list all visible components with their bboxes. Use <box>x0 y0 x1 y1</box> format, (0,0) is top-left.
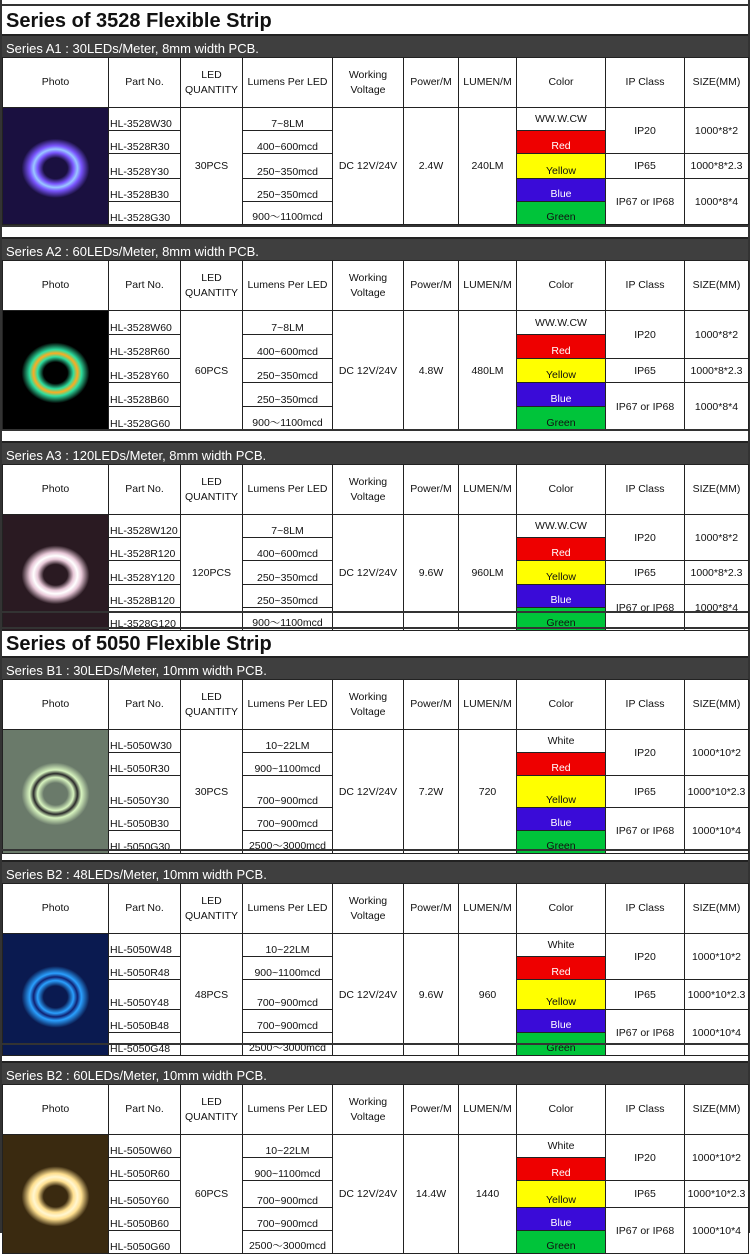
lumens-value: 700~900mcd <box>243 980 333 1010</box>
size-mm: 1000*10*2 <box>685 1135 749 1181</box>
lumens-value: 700~900mcd <box>243 776 333 808</box>
lumens-value: 700~900mcd <box>243 1208 333 1231</box>
part-number: HL-3528W120 <box>109 515 181 538</box>
lumen-per-meter: 960 <box>459 934 517 1056</box>
led-quantity: 48PCS <box>181 934 243 1056</box>
section-a2 <box>2 237 748 431</box>
lumens-value: 10~22LM <box>243 1135 333 1158</box>
size-mm: 1000*10*4 <box>685 1010 749 1056</box>
lumens-value: 10~22LM <box>243 730 333 753</box>
header-lumen-m: LUMEN/M <box>459 58 517 108</box>
lumens-value: 250~350mcd <box>243 154 333 179</box>
header-working-voltage: Working Voltage <box>333 680 404 730</box>
color-blue-cell: Blue <box>517 585 606 608</box>
section-heading: Series A2 : 60LEDs/Meter, 8mm width PCB. <box>2 237 748 260</box>
color-white-cell: White <box>517 1135 606 1158</box>
color-blue-cell: Blue <box>517 1208 606 1231</box>
table-row <box>3 108 749 131</box>
color-yellow-cell: Yellow <box>517 154 606 179</box>
section-a1 <box>2 34 748 225</box>
header-working-voltage: Working Voltage <box>333 884 404 934</box>
part-number: HL-5050G30 <box>109 831 181 854</box>
color-white-cell: WW.W.CW <box>517 108 606 131</box>
part-number: HL-5050R30 <box>109 753 181 776</box>
ip-class: IP20 <box>606 515 685 561</box>
header-ip-class: IP Class <box>606 465 685 515</box>
ip-class: IP20 <box>606 730 685 776</box>
part-number: HL-3528Y120 <box>109 561 181 585</box>
color-green-cell: Green <box>517 202 606 225</box>
header-ip-class: IP Class <box>606 884 685 934</box>
table-row <box>3 1135 749 1158</box>
color-blue-cell: Blue <box>517 1010 606 1033</box>
ip-class: IP20 <box>606 934 685 980</box>
header-ip-class: IP Class <box>606 680 685 730</box>
color-blue-cell: Blue <box>517 179 606 202</box>
lumen-per-meter: 720 <box>459 730 517 854</box>
led-quantity: 30PCS <box>181 730 243 854</box>
part-number: HL-3528W30 <box>109 108 181 131</box>
header-lumens-per-led: Lumens Per LED <box>243 1085 333 1135</box>
header-color: Color <box>517 680 606 730</box>
section-gap <box>2 429 748 441</box>
color-white-cell: WW.W.CW <box>517 515 606 538</box>
header-color: Color <box>517 884 606 934</box>
lumen-per-meter: 240LM <box>459 108 517 225</box>
ip-class: IP67 or IP68 <box>606 1208 685 1254</box>
lumens-value: 700~900mcd <box>243 1181 333 1208</box>
ip-class: IP67 or IP68 <box>606 808 685 854</box>
header-part-no: Part No. <box>109 261 181 311</box>
lumens-value: 250~350mcd <box>243 561 333 585</box>
part-number: HL-5050W30 <box>109 730 181 753</box>
part-number: HL-3528B60 <box>109 383 181 407</box>
size-mm: 1000*10*4 <box>685 1208 749 1254</box>
lumens-value: 7~8LM <box>243 108 333 131</box>
color-white-cell: White <box>517 730 606 753</box>
header-power-m: Power/M <box>404 1085 459 1135</box>
section-heading: Series B2 : 48LEDs/Meter, 10mm width PCB. <box>2 860 748 883</box>
color-green-cell: Green <box>517 1033 606 1056</box>
spec-table <box>2 679 749 854</box>
header-led-quantity: LED QUANTITY <box>181 465 243 515</box>
section-b2-48 <box>2 860 748 1056</box>
header-power-m: Power/M <box>404 680 459 730</box>
led-strip-image <box>3 108 108 224</box>
lumens-value: 250~350mcd <box>243 383 333 407</box>
power-per-meter: 14.4W <box>404 1135 459 1254</box>
lumens-value: 700~900mcd <box>243 808 333 831</box>
color-green-cell: Green <box>517 608 606 631</box>
color-green-cell: Green <box>517 407 606 431</box>
header-size: SIZE(MM) <box>685 1085 749 1135</box>
product-photo <box>3 730 109 854</box>
header-photo: Photo <box>3 58 109 108</box>
header-row <box>3 58 749 108</box>
part-number: HL-3528Y60 <box>109 359 181 383</box>
color-white-cell: White <box>517 934 606 957</box>
part-number: HL-5050Y60 <box>109 1181 181 1208</box>
lumens-value: 250~350mcd <box>243 359 333 383</box>
spec-table <box>2 260 749 431</box>
header-power-m: Power/M <box>404 58 459 108</box>
ip-class: IP65 <box>606 561 685 585</box>
section-a3 <box>2 441 748 631</box>
ip-class: IP20 <box>606 108 685 154</box>
part-number: HL-5050W48 <box>109 934 181 957</box>
header-lumens-per-led: Lumens Per LED <box>243 465 333 515</box>
section-heading: Series A1 : 30LEDs/Meter, 8mm width PCB. <box>2 34 748 57</box>
color-yellow-cell: Yellow <box>517 1181 606 1208</box>
size-mm: 1000*8*2.3 <box>685 359 749 383</box>
section-gap <box>2 1043 748 1061</box>
working-voltage: DC 12V/24V <box>333 934 404 1056</box>
part-number: HL-3528B30 <box>109 179 181 202</box>
header-row <box>3 261 749 311</box>
part-number: HL-5050R48 <box>109 957 181 980</box>
size-mm: 1000*8*2.3 <box>685 154 749 179</box>
header-photo: Photo <box>3 261 109 311</box>
lumens-value: 2500～3000mcd <box>243 831 333 854</box>
spec-table <box>2 57 749 225</box>
header-working-voltage: Working Voltage <box>333 1085 404 1135</box>
lumens-value: 7~8LM <box>243 311 333 335</box>
lumens-value: 900~1100mcd <box>243 1158 333 1181</box>
product-photo <box>3 934 109 1056</box>
color-blue-cell: Blue <box>517 808 606 831</box>
header-part-no: Part No. <box>109 1085 181 1135</box>
table-row <box>3 515 749 538</box>
ip-class: IP65 <box>606 1181 685 1208</box>
header-working-voltage: Working Voltage <box>333 58 404 108</box>
part-number: HL-3528G120 <box>109 608 181 631</box>
power-per-meter: 4.8W <box>404 311 459 431</box>
header-ip-class: IP Class <box>606 1085 685 1135</box>
part-number: HL-5050G60 <box>109 1231 181 1254</box>
power-per-meter: 2.4W <box>404 108 459 225</box>
lumens-value: 400~600mcd <box>243 335 333 359</box>
led-quantity: 60PCS <box>181 1135 243 1254</box>
part-number: HL-5050W60 <box>109 1135 181 1158</box>
spec-table <box>2 883 749 1056</box>
color-yellow-cell: Yellow <box>517 359 606 383</box>
section-gap <box>2 611 748 627</box>
part-number: HL-3528R60 <box>109 335 181 359</box>
color-yellow-cell: Yellow <box>517 776 606 808</box>
header-color: Color <box>517 58 606 108</box>
led-quantity: 60PCS <box>181 311 243 431</box>
header-part-no: Part No. <box>109 465 181 515</box>
table-row <box>3 311 749 335</box>
color-yellow-cell: Yellow <box>517 980 606 1010</box>
working-voltage: DC 12V/24V <box>333 515 404 631</box>
ip-class: IP65 <box>606 359 685 383</box>
table-row <box>3 730 749 753</box>
working-voltage: DC 12V/24V <box>333 730 404 854</box>
part-number: HL-3528G30 <box>109 202 181 225</box>
color-red-cell: Red <box>517 753 606 776</box>
header-power-m: Power/M <box>404 261 459 311</box>
ip-class: IP65 <box>606 776 685 808</box>
header-led-quantity: LED QUANTITY <box>181 884 243 934</box>
lumen-per-meter: 480LM <box>459 311 517 431</box>
header-photo: Photo <box>3 1085 109 1135</box>
working-voltage: DC 12V/24V <box>333 311 404 431</box>
size-mm: 1000*10*4 <box>685 808 749 854</box>
power-per-meter: 9.6W <box>404 515 459 631</box>
header-lumen-m: LUMEN/M <box>459 465 517 515</box>
section-heading: Series A3 : 120LEDs/Meter, 8mm width PCB. <box>2 441 748 464</box>
table-row <box>3 934 749 957</box>
product-photo <box>3 108 109 225</box>
size-mm: 1000*10*2 <box>685 934 749 980</box>
header-size: SIZE(MM) <box>685 58 749 108</box>
lumen-per-meter: 960LM <box>459 515 517 631</box>
led-strip-image <box>3 730 108 853</box>
size-mm: 1000*10*2.3 <box>685 776 749 808</box>
header-row <box>3 884 749 934</box>
lumens-value: 400~600mcd <box>243 131 333 154</box>
spec-table <box>2 464 749 631</box>
product-photo <box>3 1135 109 1254</box>
led-quantity: 30PCS <box>181 108 243 225</box>
part-number: HL-5050Y30 <box>109 776 181 808</box>
spec-table <box>2 1084 749 1254</box>
header-part-no: Part No. <box>109 680 181 730</box>
part-number: HL-5050B48 <box>109 1010 181 1033</box>
color-blue-cell: Blue <box>517 383 606 407</box>
lumens-value: 2500～3000mcd <box>243 1033 333 1056</box>
part-number: HL-3528R30 <box>109 131 181 154</box>
size-mm: 1000*10*2.3 <box>685 1181 749 1208</box>
header-lumens-per-led: Lumens Per LED <box>243 680 333 730</box>
power-per-meter: 7.2W <box>404 730 459 854</box>
section-heading: Series B1 : 30LEDs/Meter, 10mm width PCB. <box>2 656 748 679</box>
ip-class: IP20 <box>606 1135 685 1181</box>
header-led-quantity: LED QUANTITY <box>181 58 243 108</box>
group-title-5050: Series of 5050 Flexible Strip <box>2 627 748 659</box>
lumens-value: 250~350mcd <box>243 179 333 202</box>
lumens-value: 400~600mcd <box>243 538 333 561</box>
product-photo <box>3 311 109 431</box>
header-row <box>3 1085 749 1135</box>
size-mm: 1000*10*2.3 <box>685 980 749 1010</box>
header-lumen-m: LUMEN/M <box>459 261 517 311</box>
group-title-3528: Series of 3528 Flexible Strip <box>2 4 748 36</box>
header-led-quantity: LED QUANTITY <box>181 261 243 311</box>
header-photo: Photo <box>3 680 109 730</box>
section-b1 <box>2 656 748 854</box>
header-row <box>3 465 749 515</box>
lumens-value: 7~8LM <box>243 515 333 538</box>
header-ip-class: IP Class <box>606 58 685 108</box>
part-number: HL-5050Y48 <box>109 980 181 1010</box>
header-row <box>3 680 749 730</box>
size-mm: 1000*8*2.3 <box>685 561 749 585</box>
lumens-value: 2500～3000mcd <box>243 1231 333 1254</box>
size-mm: 1000*8*4 <box>685 179 749 225</box>
header-lumen-m: LUMEN/M <box>459 680 517 730</box>
header-photo: Photo <box>3 884 109 934</box>
color-red-cell: Red <box>517 131 606 154</box>
header-part-no: Part No. <box>109 58 181 108</box>
header-color: Color <box>517 1085 606 1135</box>
led-strip-image <box>3 311 108 430</box>
power-per-meter: 9.6W <box>404 934 459 1056</box>
lumens-value: 250~350mcd <box>243 585 333 608</box>
part-number: HL-3528G60 <box>109 407 181 431</box>
color-white-cell: WW.W.CW <box>517 311 606 335</box>
header-power-m: Power/M <box>404 884 459 934</box>
header-lumen-m: LUMEN/M <box>459 884 517 934</box>
lumens-value: 900~1100mcd <box>243 957 333 980</box>
header-color: Color <box>517 465 606 515</box>
section-heading: Series B2 : 60LEDs/Meter, 10mm width PCB. <box>2 1061 748 1084</box>
lumens-value: 700~900mcd <box>243 1010 333 1033</box>
part-number: HL-5050R60 <box>109 1158 181 1181</box>
size-mm: 1000*8*2 <box>685 108 749 154</box>
lumens-value: 10~22LM <box>243 934 333 957</box>
led-strip-image <box>3 934 108 1055</box>
ip-class: IP67 or IP68 <box>606 585 685 631</box>
color-yellow-cell: Yellow <box>517 561 606 585</box>
header-led-quantity: LED QUANTITY <box>181 1085 243 1135</box>
part-number: HL-5050B30 <box>109 808 181 831</box>
led-strip-image <box>3 1135 108 1253</box>
header-ip-class: IP Class <box>606 261 685 311</box>
part-number: HL-5050G48 <box>109 1033 181 1056</box>
lumens-value: 900～1100mcd <box>243 202 333 225</box>
header-lumens-per-led: Lumens Per LED <box>243 884 333 934</box>
header-working-voltage: Working Voltage <box>333 261 404 311</box>
lumens-value: 900~1100mcd <box>243 753 333 776</box>
led-quantity: 120PCS <box>181 515 243 631</box>
part-number: HL-3528B120 <box>109 585 181 608</box>
part-number: HL-3528R120 <box>109 538 181 561</box>
part-number: HL-3528Y30 <box>109 154 181 179</box>
header-working-voltage: Working Voltage <box>333 465 404 515</box>
part-number: HL-3528W60 <box>109 311 181 335</box>
lumens-value: 900～1100mcd <box>243 608 333 631</box>
header-size: SIZE(MM) <box>685 884 749 934</box>
color-red-cell: Red <box>517 335 606 359</box>
working-voltage: DC 12V/24V <box>333 108 404 225</box>
header-led-quantity: LED QUANTITY <box>181 680 243 730</box>
header-size: SIZE(MM) <box>685 680 749 730</box>
ip-class: IP20 <box>606 311 685 359</box>
size-mm: 1000*8*4 <box>685 383 749 431</box>
header-lumens-per-led: Lumens Per LED <box>243 58 333 108</box>
size-mm: 1000*10*2 <box>685 730 749 776</box>
header-lumen-m: LUMEN/M <box>459 1085 517 1135</box>
header-lumens-per-led: Lumens Per LED <box>243 261 333 311</box>
part-number: HL-5050B60 <box>109 1208 181 1231</box>
lumens-value: 900～1100mcd <box>243 407 333 431</box>
size-mm: 1000*8*4 <box>685 585 749 631</box>
header-photo: Photo <box>3 465 109 515</box>
header-color: Color <box>517 261 606 311</box>
header-size: SIZE(MM) <box>685 465 749 515</box>
ip-class: IP67 or IP68 <box>606 179 685 225</box>
color-red-cell: Red <box>517 957 606 980</box>
ip-class: IP65 <box>606 980 685 1010</box>
color-red-cell: Red <box>517 538 606 561</box>
working-voltage: DC 12V/24V <box>333 1135 404 1254</box>
header-size: SIZE(MM) <box>685 261 749 311</box>
color-green-cell: Green <box>517 831 606 854</box>
color-green-cell: Green <box>517 1231 606 1254</box>
ip-class: IP67 or IP68 <box>606 1010 685 1056</box>
size-mm: 1000*8*2 <box>685 311 749 359</box>
section-b2-60 <box>2 1061 748 1254</box>
lumen-per-meter: 1440 <box>459 1135 517 1254</box>
header-power-m: Power/M <box>404 465 459 515</box>
color-red-cell: Red <box>517 1158 606 1181</box>
size-mm: 1000*8*2 <box>685 515 749 561</box>
header-part-no: Part No. <box>109 884 181 934</box>
ip-class: IP65 <box>606 154 685 179</box>
ip-class: IP67 or IP68 <box>606 383 685 431</box>
